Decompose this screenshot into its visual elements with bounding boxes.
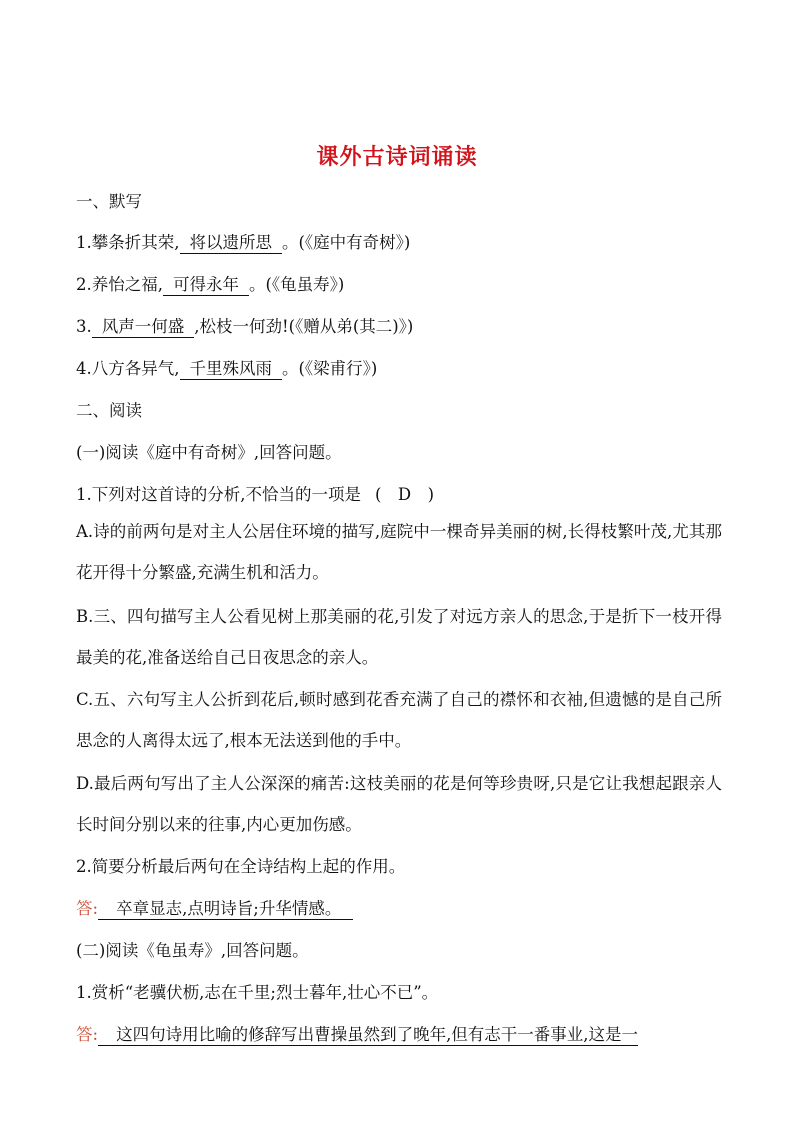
part2-answer-1 xyxy=(76,1023,726,1047)
question-source: 。(《梁甫行》) xyxy=(282,359,378,378)
answer-text: 这四句诗用比喻的修辞写出曹操虽然到了晚年,但有志干一番事业,这是一 xyxy=(98,1025,638,1046)
part1-intro: (一)阅读《庭中有奇树》,回答问题。 xyxy=(76,443,342,462)
part2-question-1: 1.赏析“老骥伏枥,志在千里;烈士暮年,壮心不已”。 xyxy=(76,983,439,1002)
question-number: 1. xyxy=(76,233,92,252)
answer-blank: 可得永年 xyxy=(163,275,249,296)
question-number: 4. xyxy=(76,359,92,378)
option-d: D.最后两句写出了主人公深深的痛苦:这枝美丽的花是何等珍贵呀,只是它让我想起跟亲人长时间分别以来的往事,内心更加伤感。 xyxy=(76,774,722,834)
part1-question-2: 2.简要分析最后两句在全诗结构上起的作用。 xyxy=(76,857,406,876)
page-title: 课外古诗词诵读 xyxy=(316,145,478,170)
question-source: 。(《庭中有奇树》) xyxy=(282,233,411,252)
question-4 xyxy=(76,357,726,381)
question-text: 养怡之福, xyxy=(91,275,163,294)
option-a: A.诗的前两句是对主人公居住环境的描写,庭院中一棵奇异美丽的树,长得枝繁叶茂,尤其那花开得十分繁盛,充满生机和活力。 xyxy=(76,522,722,582)
part1-answer-2 xyxy=(76,897,726,921)
question-2 xyxy=(76,273,726,297)
question-text: 八方各异气, xyxy=(91,359,180,378)
section-heading-recitation: 一、默写 xyxy=(76,192,142,211)
question-source: ,松枝一何劲!(《赠从弟(其二)》) xyxy=(194,317,414,336)
answer-text: 卒章显志,点明诗旨;升华情感。 xyxy=(98,899,353,920)
part1-question-1 xyxy=(76,483,726,507)
question-number: 3. xyxy=(76,317,92,336)
answer-label: 答: xyxy=(76,899,99,918)
answer-blank: 千里殊风雨 xyxy=(180,359,283,380)
section-heading-reading: 二、阅读 xyxy=(76,401,142,420)
question-source: 。(《龟虽寿》) xyxy=(249,275,345,294)
question-number: 2. xyxy=(76,275,92,294)
question-text: 1.下列对这首诗的分析,不恰当的一项是 xyxy=(76,485,361,504)
multiple-choice-answer: ( D ) xyxy=(375,485,435,504)
option-b: B.三、四句描写主人公看见树上那美丽的花,引发了对远方亲人的思念,于是折下一枝开得最美的花,准备送给自己日夜思念的亲人。 xyxy=(76,607,722,667)
question-text: 攀条折其荣, xyxy=(91,233,180,252)
question-1 xyxy=(76,231,726,255)
answer-blank: 风声一何盛 xyxy=(92,317,195,338)
option-c: C.五、六句写主人公折到花后,顿时感到花香充满了自己的襟怀和衣袖,但遗憾的是自己所思念的人离得太远了,根本无法送到他的手中。 xyxy=(76,690,722,750)
answer-label: 答: xyxy=(76,1025,99,1044)
part2-intro: (二)阅读《龟虽寿》,回答问题。 xyxy=(76,941,309,960)
question-3 xyxy=(76,315,726,339)
answer-blank: 将以遗所思 xyxy=(180,233,283,254)
